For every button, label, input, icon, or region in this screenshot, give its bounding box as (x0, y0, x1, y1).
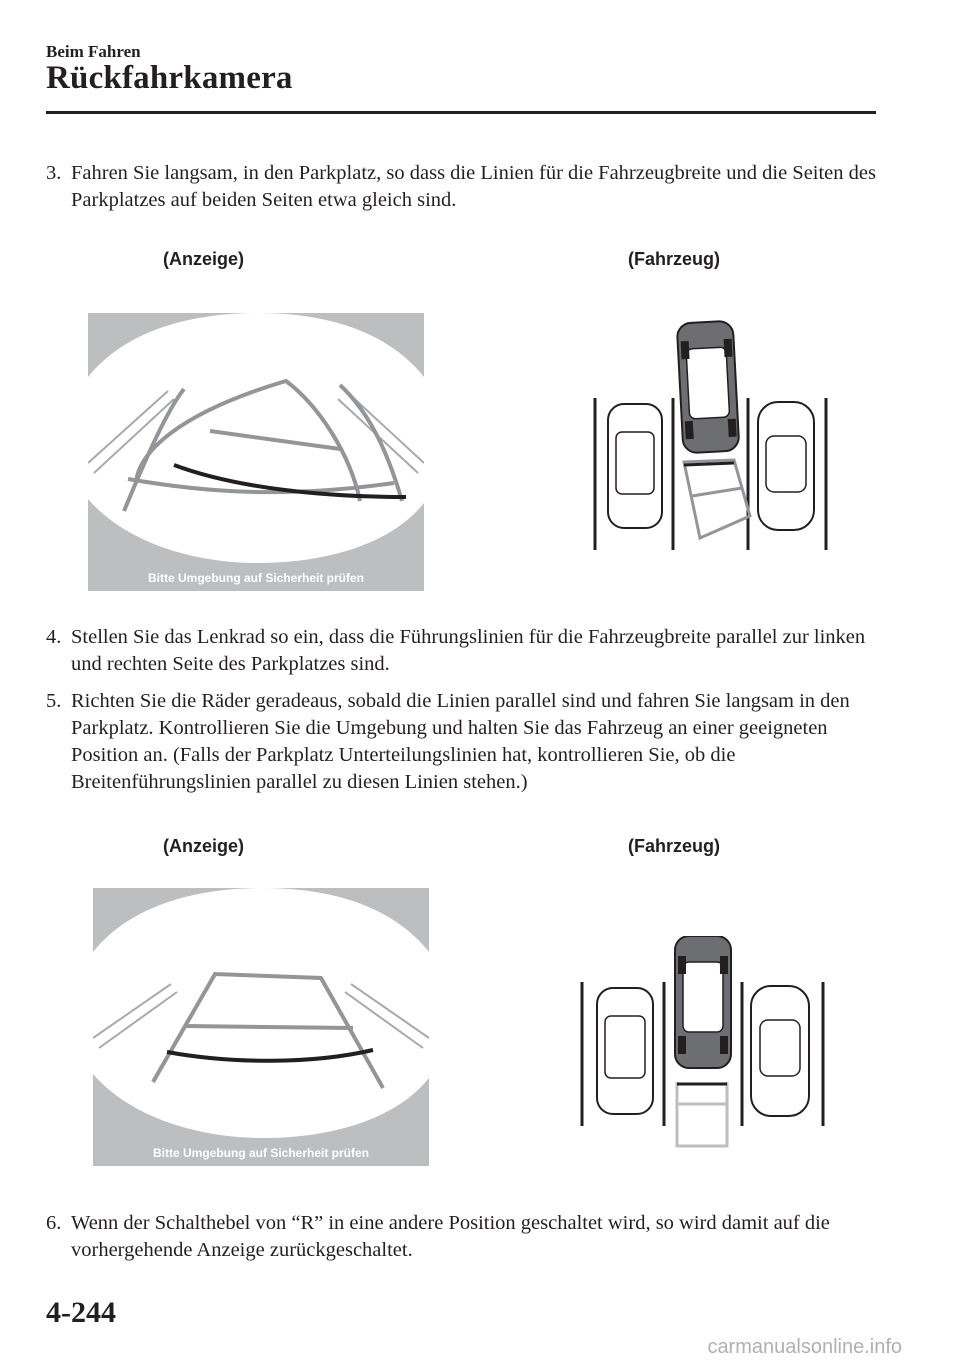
wheel (720, 1036, 728, 1054)
ground-distance-line (684, 463, 734, 465)
course-mid-line (185, 1026, 353, 1028)
vehicle-topview-figure (575, 936, 829, 1148)
step-6 (46, 1210, 876, 1264)
page-title: Rückfahrkamera (46, 60, 293, 96)
step-number: 5. (46, 690, 62, 712)
step-4 (46, 624, 876, 678)
wheel (728, 419, 737, 437)
section-label: Beim Fahren (46, 42, 141, 61)
display-caption: (Anzeige) (163, 836, 244, 856)
ground-guide-outline (677, 1082, 727, 1146)
safety-message: Bitte Umgebung auf Sicherheit prüfen (147, 571, 365, 585)
wheel (678, 1036, 686, 1054)
vehicle-caption: (Fahrzeug) (628, 836, 720, 856)
ground-guide-mid (692, 488, 742, 496)
step-5 (46, 688, 876, 796)
step-number: 4. (46, 626, 62, 648)
display-caption: (Anzeige) (163, 249, 244, 269)
wheel (724, 339, 733, 357)
step-text: Wenn der Schalthebel von “R” in eine andere Position geschaltet wird, so wird damit auf die vorhergehende Anzeige zurückgeschaltet. (71, 1212, 830, 1261)
camera-display-figure (88, 313, 424, 591)
step-3 (46, 160, 876, 214)
page-number: 4-244 (46, 1296, 116, 1329)
own-car-roof (686, 347, 730, 419)
title-divider (46, 111, 876, 114)
wheel (685, 421, 694, 439)
wheel (720, 956, 728, 974)
step-number: 6. (46, 1212, 62, 1234)
step-number: 3. (46, 162, 62, 184)
step-text: Fahren Sie langsam, in den Parkplatz, so dass die Linien für die Fahrzeugbreite und die Seiten des Parkplatzes auf beiden Seiten etwa gleich sind. (71, 162, 876, 211)
safety-message: Bitte Umgebung auf Sicherheit prüfen (152, 1146, 370, 1160)
ground-guide-outline (684, 460, 750, 538)
own-car-roof (683, 962, 723, 1032)
camera-view-area (93, 888, 429, 1138)
vehicle-topview-figure (588, 320, 828, 550)
camera-display-figure (93, 888, 429, 1166)
own-car (677, 321, 740, 454)
step-text: Richten Sie die Räder geradeaus, sobald die Linien parallel sind und fahren Sie langsam in den Parkplatz. Kontrollieren Sie die Umgebung und halten Sie das Fahrzeug an einer geeigneten Position an. (Falls der Parkplatz Unterteilungslinien hat, kontrollieren Sie, ob die Breitenführungslinien parallel zu diesen Linien stehen.) (71, 690, 850, 793)
watermark: carmanualsonline.info (707, 1336, 902, 1358)
wheel (681, 341, 690, 359)
vehicle-caption: (Fahrzeug) (628, 249, 720, 269)
wheel (678, 956, 686, 974)
step-text: Stellen Sie das Lenkrad so ein, dass die Führungslinien für die Fahrzeugbreite parallel zur linken und rechten Seite des Parkplatzes sind. (71, 626, 866, 675)
